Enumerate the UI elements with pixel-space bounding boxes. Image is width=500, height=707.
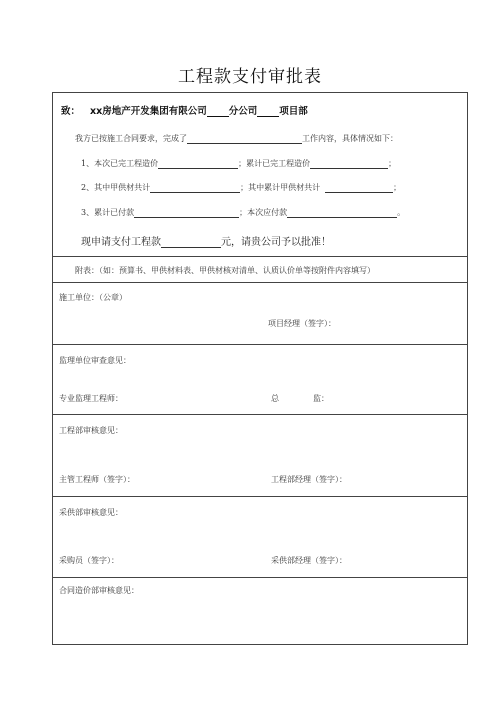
attachment-note: 附表：（如：预算书、甲供材料表、甲供材核对清单、认质认价单等按附件内容填写）: [75, 266, 375, 275]
intro-prefix: 我方已按施工合同要求，完成了: [75, 134, 187, 143]
line-1-right-label: ；累计已完工程造价: [238, 159, 311, 168]
engineering-opinion-label: 工程部审核意见：: [59, 426, 123, 435]
line-1-left-label: 1、本次已完工程造价: [81, 159, 159, 168]
project-manager-signature-label: 项目经理（签字）：: [268, 319, 336, 328]
approval-form: [52, 92, 468, 645]
company-name: xx房地产开发集团有限公司: [90, 106, 207, 117]
supervision-engineer-label: 专业监理工程师：: [59, 394, 123, 403]
chief-supervisor-label: [271, 393, 329, 404]
intro-suffix: 工作内容，具体情况如下：: [302, 134, 398, 143]
to-label: 致：: [61, 106, 81, 117]
line-2-right-label: ；其中累计甲供材共计: [240, 183, 321, 192]
line-3-left-label: 3、累计已付款: [81, 208, 135, 217]
current-cost-blank[interactable]: [158, 159, 238, 169]
construction-section: [53, 283, 467, 345]
construction-unit-label: 施工单位：（公章）: [59, 293, 127, 302]
line-2: [81, 182, 401, 193]
page-title: 工程款支付审批表: [178, 67, 322, 87]
line-1: [81, 158, 396, 169]
chief-supervisor-label-b: 监：: [313, 394, 329, 403]
contract-cost-section: [53, 578, 467, 644]
engineering-manager-signature-label: 工程部经理（签字）：: [271, 475, 347, 484]
dept-blank[interactable]: [257, 106, 279, 117]
intro-line: [75, 133, 398, 144]
total-paid-blank[interactable]: [134, 208, 239, 218]
dept-label: 项目部: [279, 106, 308, 117]
addressee-line: [61, 103, 308, 117]
procurement-manager-signature-label: 采供部经理（签字）：: [271, 556, 347, 565]
request-amount-blank[interactable]: [161, 237, 221, 248]
line-3-end: 。: [397, 208, 406, 217]
total-supplied-material-blank[interactable]: [325, 183, 393, 193]
request-suffix: 元，请贵公司予以批准！: [221, 237, 331, 248]
request-section: [53, 93, 467, 257]
supplied-material-blank[interactable]: [150, 183, 240, 193]
branch-blank[interactable]: [207, 106, 229, 117]
line-1-end: ；: [388, 159, 397, 168]
contract-cost-opinion-label: 合同造价部审核意见：: [59, 586, 139, 595]
line-3: [81, 207, 405, 218]
procurement-opinion-label: 采供部审核意见：: [59, 508, 123, 517]
supervision-opinion-label: 监理单位审查意见：: [59, 356, 131, 365]
branch-label: 分公司: [228, 106, 258, 117]
line-2-left-label: 2、其中甲供材共计: [81, 183, 151, 192]
total-cost-blank[interactable]: [310, 159, 388, 169]
request-prefix: 现申请支付工程款: [81, 237, 161, 248]
engineering-section: [53, 415, 467, 497]
chief-supervisor-label-a: 总: [271, 394, 279, 403]
line-2-end: ；: [393, 183, 402, 192]
line-3-right-label: ；本次应付款: [239, 208, 288, 217]
request-line: [81, 233, 331, 248]
procurement-section: [53, 497, 467, 578]
attachment-section: [53, 257, 467, 283]
payable-blank[interactable]: [287, 208, 397, 218]
chief-engineer-signature-label: 主管工程师（签字）：: [59, 475, 135, 484]
buyer-signature-label: 采购员（签字）：: [59, 556, 119, 565]
supervision-section: [53, 345, 467, 415]
work-content-blank[interactable]: [187, 134, 302, 144]
